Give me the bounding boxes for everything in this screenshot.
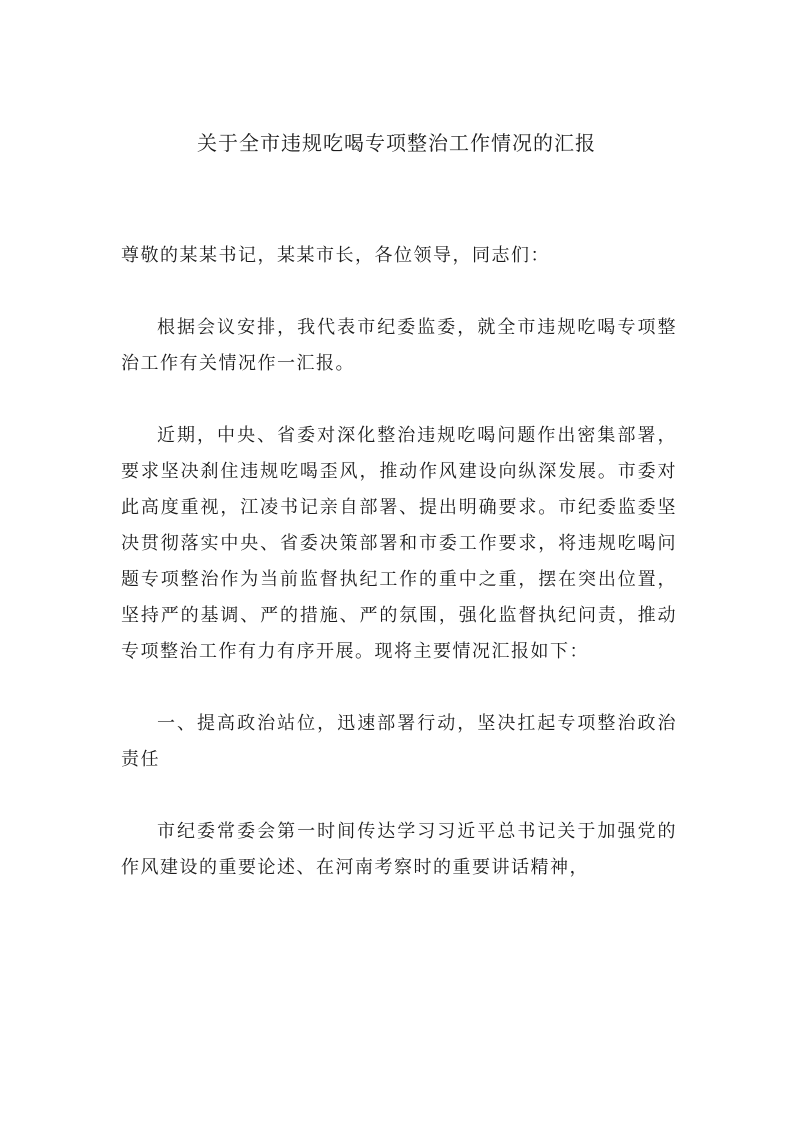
document-body <box>121 238 677 922</box>
document-title: 关于全市违规吃喝专项整治工作情况的汇报 <box>197 131 596 155</box>
paragraph-intro: 根据会议安排，我代表市纪委监委，就全市违规吃喝专项整治工作有关情况作一汇报。 <box>121 317 677 374</box>
salutation: 尊敬的某某书记，某某市长，各位领导，同志们： <box>121 245 550 266</box>
section-heading-1: 一、提高政治站位，迅速部署行动，坚决扛起专项整治政治责任 <box>121 713 677 770</box>
paragraph-section-1: 市纪委常委会第一时间传达学习习近平总书记关于加强党的作风建设的重要论述、在河南考察时的重要讲话精神， <box>121 821 677 878</box>
paragraph-background: 近期，中央、省委对深化整治违规吃喝问题作出密集部署，要求坚决刹住违规吃喝歪风，推动作风建设向纵深发展。市委对此高度重视，江凌书记亲自部署、提出明确要求。市纪委监委坚决贯彻落实中央、省委决策部署和市委工作要求，将违规吃喝问题专项整治作为当前监督执纪工作的重中之重，摆在突出位置，坚持严的基调、严的措施、严的氛围，强化监督执纪问责，推动专项整治工作有力有序开展。现将主要情况汇报如下： <box>121 425 677 662</box>
